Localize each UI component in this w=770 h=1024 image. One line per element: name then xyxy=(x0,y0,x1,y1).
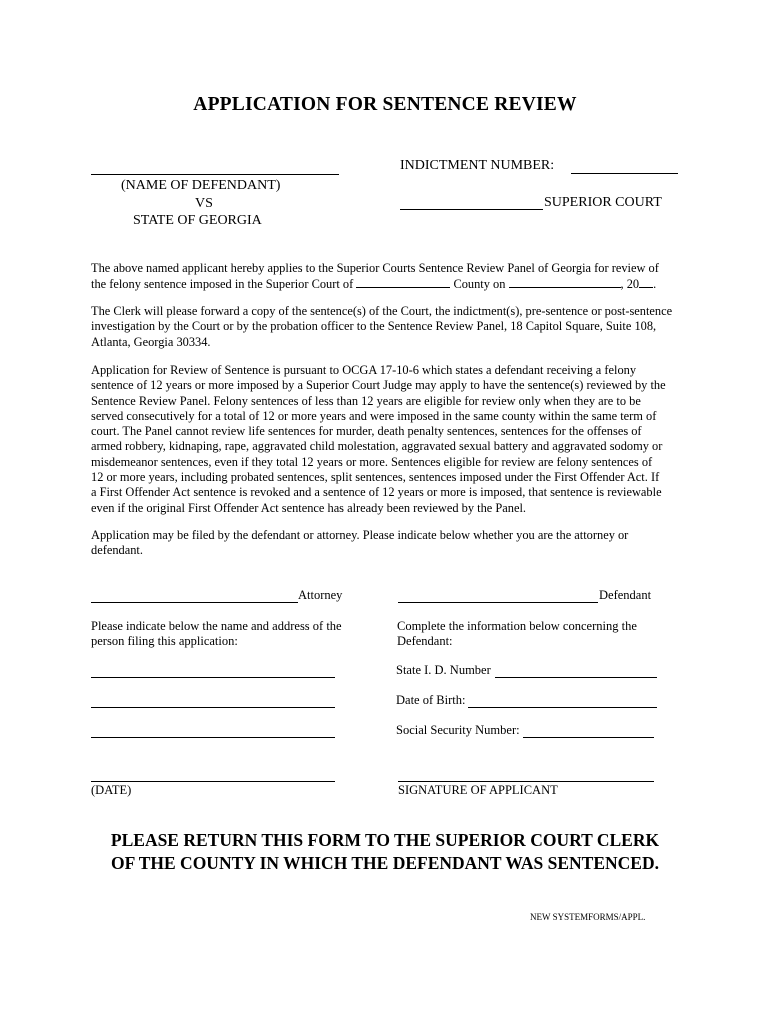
left-instructions-line: person filing this application: xyxy=(91,634,238,649)
superior-court-label: SUPERIOR COURT xyxy=(544,195,662,210)
dob-line[interactable] xyxy=(468,707,657,708)
state-of-georgia-label: STATE OF GEORGIA xyxy=(133,213,262,228)
right-instructions xyxy=(397,619,637,650)
para4-line: defendant. xyxy=(91,543,143,558)
indictment-number-label: INDICTMENT NUMBER: xyxy=(400,158,555,173)
county-on-text: County on xyxy=(453,277,506,292)
sentence-date-blank[interactable] xyxy=(509,276,621,288)
form-code: NEW SYSTEMFORMS/APPL. xyxy=(530,912,646,922)
right-instructions-line: Complete the information below concerning the xyxy=(397,619,637,633)
para3-line: Application for Review of Sentence is pursuant to OCGA 17-10-6 which states a defendant receiving a felony xyxy=(91,363,637,377)
attorney-label: Attorney xyxy=(298,588,343,602)
defendant-label: Defendant xyxy=(599,588,652,602)
year-blank[interactable] xyxy=(639,276,653,288)
para2-line: Atlanta, Georgia 30334. xyxy=(91,334,211,349)
para1-line2 xyxy=(91,276,679,292)
ssn-label: Social Security Number: xyxy=(396,723,520,737)
filer-name-line[interactable] xyxy=(91,677,335,678)
para3-line: court. The Panel cannot review life sentences for murder, death penalty sentences, sentences for the offenses of xyxy=(91,424,642,439)
dob-label: Date of Birth: xyxy=(396,693,466,707)
para4-line: Application may be filed by the defendant or attorney. Please indicate below whether you are the attorney or xyxy=(91,528,629,542)
return-instructions xyxy=(0,829,770,875)
para3-line: even if the original First Offender Act sentence has already been reviewed by the Panel. xyxy=(91,500,527,515)
superior-court-county-line[interactable] xyxy=(400,209,543,210)
para3-line: a First Offender Act sentence is revoked and a sentence of 12 years or more is imposed, that sentence is reviewable xyxy=(91,485,662,500)
para3-line: sentence of 12 years or more imposed by a Superior Court Judge may apply to have the sentence(s) reviewed by the xyxy=(91,378,666,393)
para2-line: The Clerk will please forward a copy of the sentence(s) of the Court, the indictment(s), pre-sentence or post-sentence xyxy=(91,304,673,318)
para3-line: 12 or more years, including probated sentences, split sentences, sentences imposed under the First Offender Act. If xyxy=(91,470,660,485)
defendant-name-line[interactable] xyxy=(91,174,339,175)
state-id-label: State I. D. Number xyxy=(396,663,491,677)
signature-label: SIGNATURE OF APPLICANT xyxy=(398,783,558,797)
year-prefix-text: , 20 xyxy=(620,277,640,292)
period-text: . xyxy=(653,277,657,292)
form-title: APPLICATION FOR SENTENCE REVIEW xyxy=(193,94,577,115)
return-instructions-line: PLEASE RETURN THIS FORM TO THE SUPERIOR COURT CLERK xyxy=(110,830,660,850)
court-of-blank[interactable] xyxy=(356,276,450,288)
indictment-number-line[interactable] xyxy=(571,173,678,174)
filer-paragraph xyxy=(91,528,679,559)
para1-line1: The above named applicant hereby applies to the Superior Courts Sentence Review Panel of Georgia for review of xyxy=(91,261,659,275)
right-instructions-line: Defendant: xyxy=(397,634,453,649)
return-instructions-line: OF THE COUNTY IN WHICH THE DEFENDANT WAS SENTENCED. xyxy=(111,853,659,873)
para3-line: served consecutively for a total of 12 or more years and were imposed in the same county within the same term of xyxy=(91,408,657,423)
para3-line: misdemeanor sentences, even if they total 12 years or more. Sentences eligible for review are felony sentences of xyxy=(91,454,653,469)
date-line[interactable] xyxy=(91,781,335,782)
ssn-line[interactable] xyxy=(523,737,654,738)
para3-line: armed robbery, kidnaping, rape, aggravated child molestation, aggravated sexual battery and aggravated sodomy or xyxy=(91,439,663,454)
para3-line: Sentence Review Panel. Felony sentences of less than 12 years are eligible for review only when they are to be xyxy=(91,393,641,408)
attorney-line[interactable] xyxy=(91,602,298,603)
signature-line[interactable] xyxy=(398,781,654,782)
para2-line: investigation by the Court or by the probation officer to the Sentence Review Panel, 18 Capitol Square, Suite 108, xyxy=(91,319,657,334)
left-instructions-line: Please indicate below the name and address of the xyxy=(91,619,342,633)
application-paragraph xyxy=(91,261,679,293)
date-label: (DATE) xyxy=(91,783,132,797)
defendant-line[interactable] xyxy=(398,602,598,603)
left-instructions xyxy=(91,619,342,650)
eligibility-paragraph xyxy=(91,363,679,516)
filer-address-line-1[interactable] xyxy=(91,707,335,708)
clerk-forward-paragraph xyxy=(91,304,679,350)
name-of-defendant-label: (NAME OF DEFENDANT) xyxy=(121,178,281,193)
state-id-line[interactable] xyxy=(495,677,657,678)
filer-address-line-2[interactable] xyxy=(91,737,335,738)
court-of-text: the felony sentence imposed in the Superior Court of xyxy=(91,277,354,292)
vs-label: VS xyxy=(195,196,213,211)
